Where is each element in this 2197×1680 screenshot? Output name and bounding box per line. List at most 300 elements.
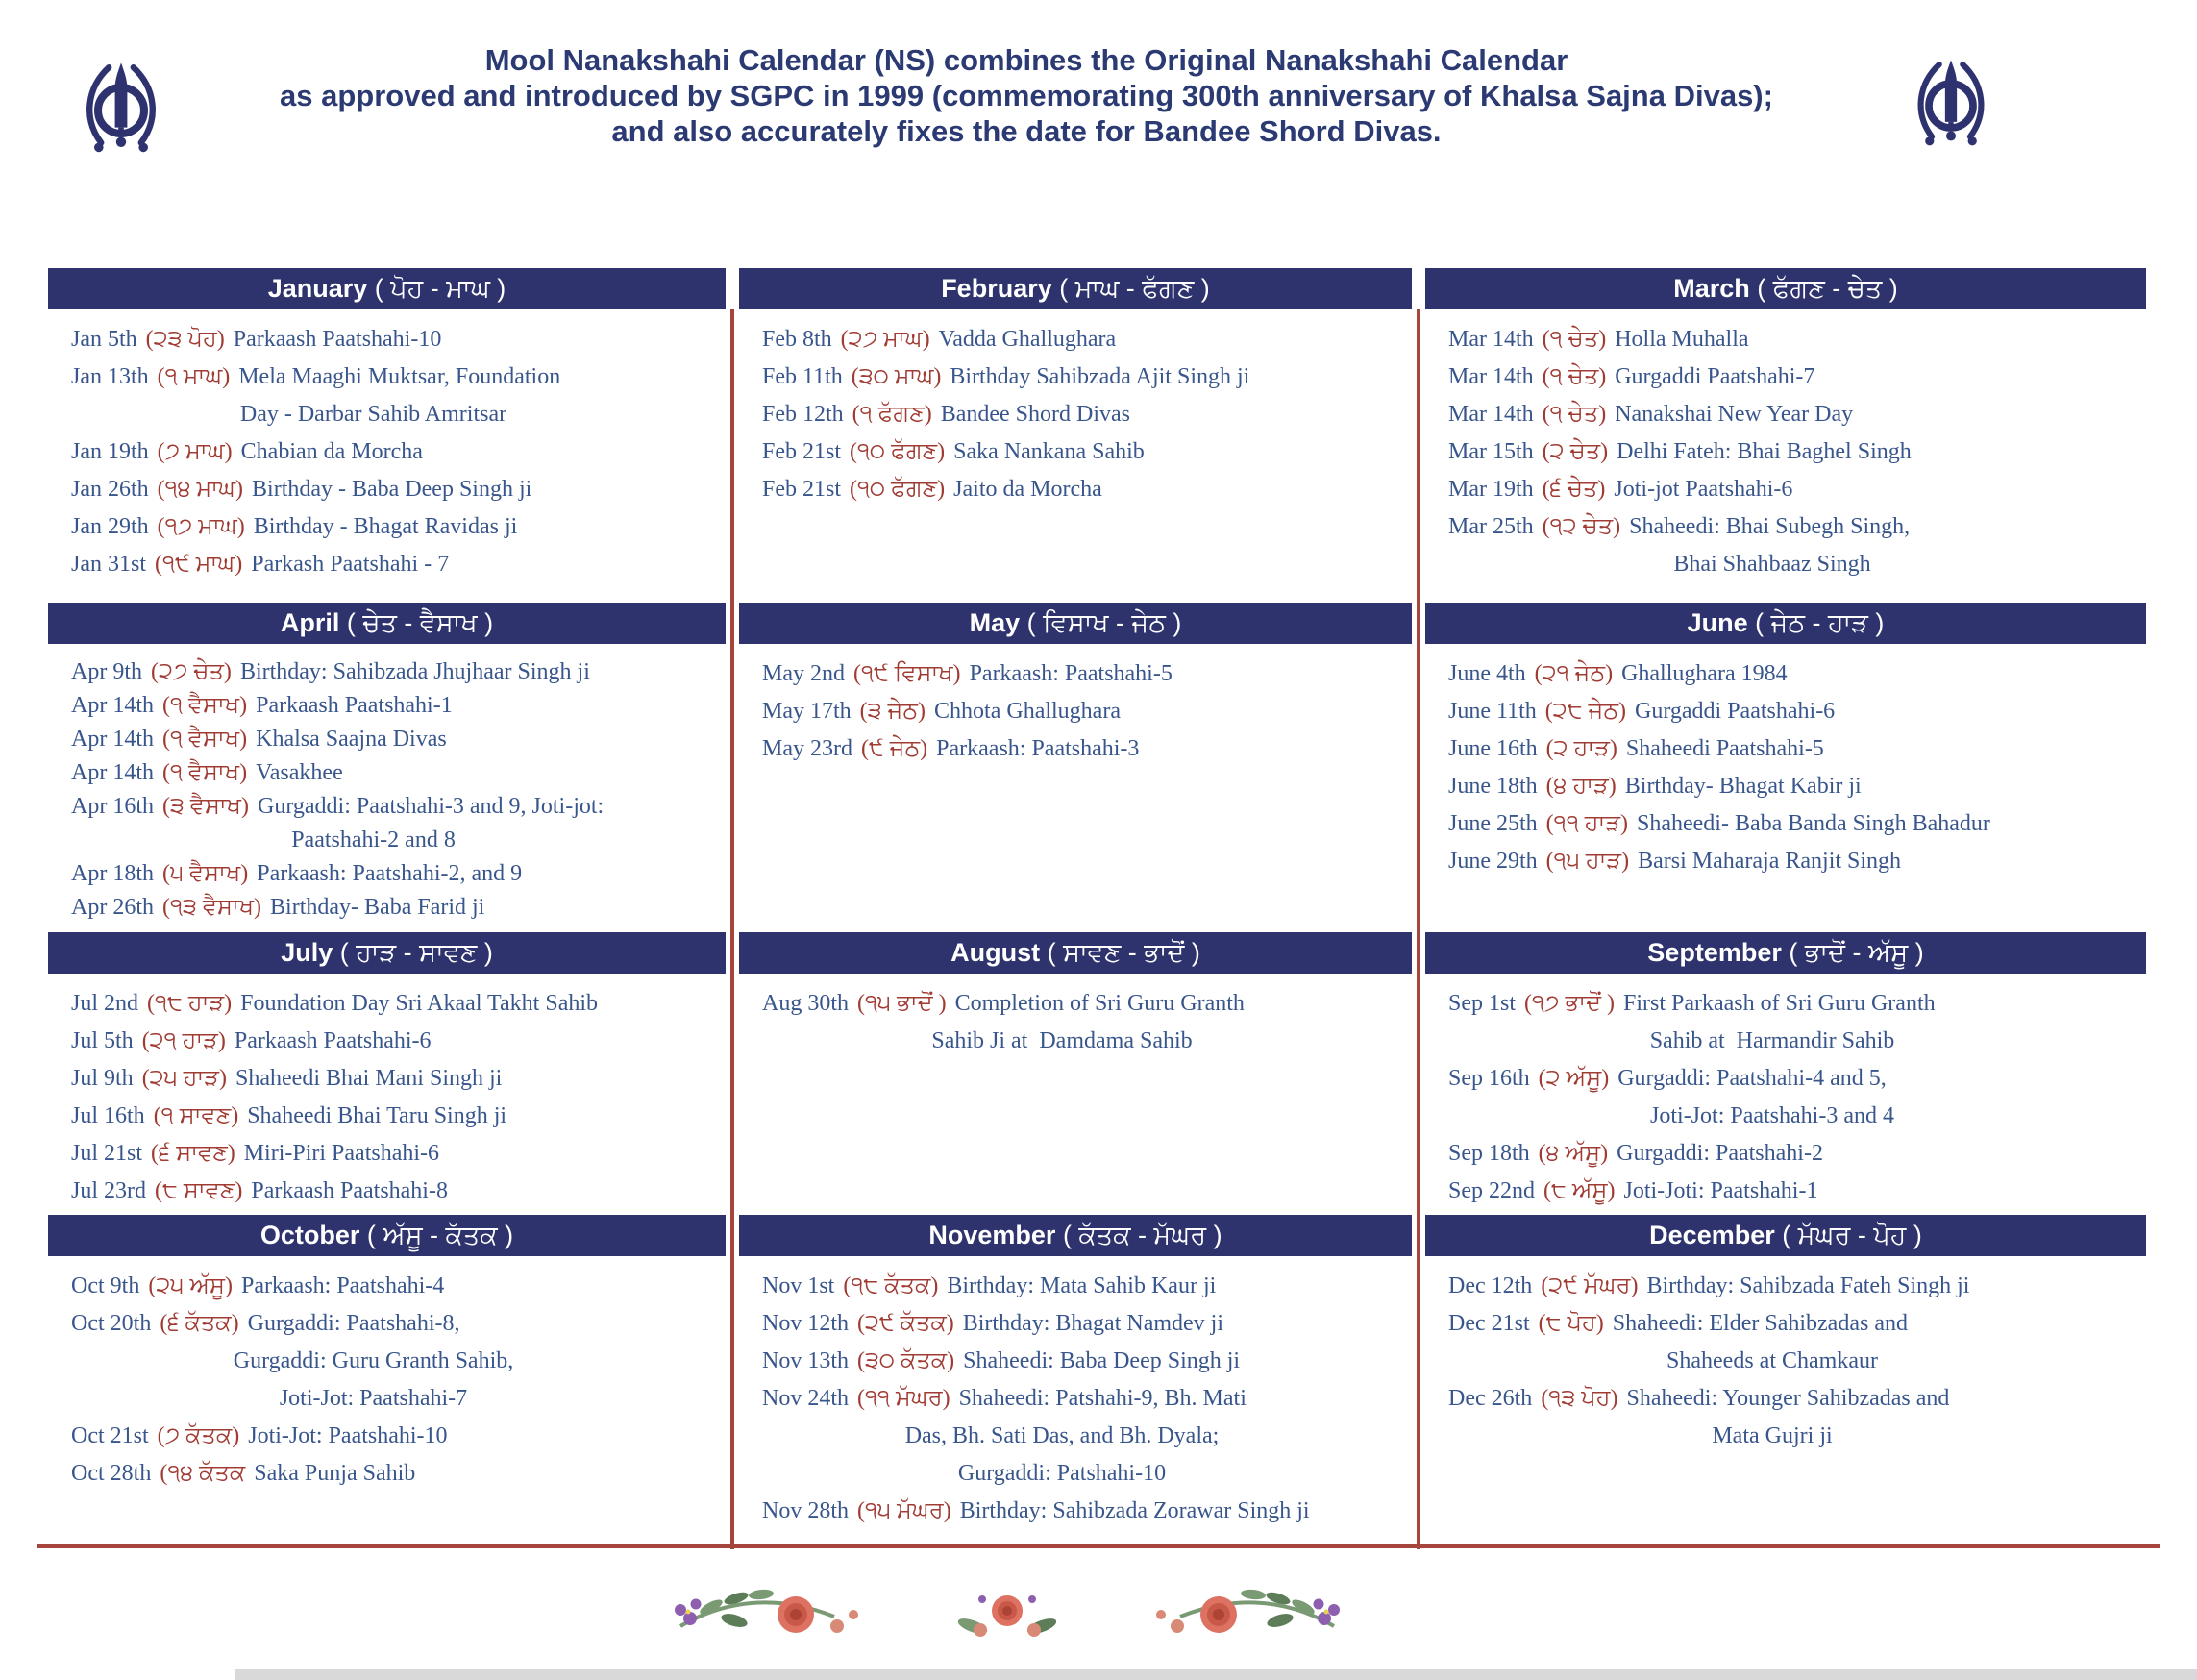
event-text: Holla Muhalla [1615,327,1749,352]
event-row [1448,1135,2140,1173]
event-row [71,756,720,790]
month-events [48,644,726,932]
event-text: Birthday- Baba Farid ji [270,895,485,920]
month-cell-may [739,603,1412,932]
event-punjabi-date: (੧ ਫੱਗਣ) [852,402,932,427]
event-date: June 4th [1448,661,1526,686]
event-punjabi-date: (੩ ਜੇਠ) [859,699,926,724]
event-punjabi-date: (੧੮ ਹਾੜ) [147,991,233,1016]
event-punjabi-date: (੫ ਵੈਸਾਖ) [162,861,249,886]
event-text: Chhota Ghallughara [934,699,1121,724]
event-text: Parkaash: Paatshahi-2, and 9 [257,861,523,886]
event-text: Parkaash Paatshahi-6 [234,1028,432,1053]
event-date: Sep 16th [1448,1066,1530,1091]
event-punjabi-date: (੧੫ ਹਾੜ) [1545,849,1630,874]
event-row [1448,1060,2140,1098]
event-text: Miri-Piri Paatshahi-6 [243,1141,440,1166]
event-punjabi-date: (੧੯ ਮਾਘ) [155,552,243,577]
month-name: April [280,608,347,637]
event-row [71,1098,720,1135]
event-text: Shaheedi- Baba Banda Singh Bahadur [1637,811,1990,836]
event-row [71,857,720,891]
month-punjabi-range: ( ਮੱਘਰ - ਪੋਹ ) [1782,1220,1922,1249]
month-header [739,932,1412,974]
event-row [1448,433,2140,471]
event-row [762,655,1406,693]
event-text: Vasakhee [256,760,343,785]
month-cell-september [1425,932,2146,1215]
event-punjabi-date: (੧ ਮਾਘ) [157,364,231,389]
event-punjabi-date: (੧੦ ਫੱਗਣ) [850,477,946,502]
event-punjabi-date: (੨੯ ਮੱਘਰ) [1541,1273,1639,1298]
event-date: Mar 25th [1448,514,1534,539]
event-row [1448,1173,2140,1210]
month-name: May [969,608,1027,637]
event-row [71,790,720,824]
event-punjabi-date: (੧੩ ਪੋਹ) [1541,1386,1618,1411]
event-date: Jul 23rd [71,1178,146,1203]
event-row [71,546,720,583]
event-date: Sep 18th [1448,1141,1530,1166]
event-date: Oct 21st [71,1423,149,1448]
event-date: Jul 9th [71,1066,134,1091]
event-punjabi-date: (੨੮ ਜੇਠ) [1544,699,1626,724]
event-row [1448,985,2140,1023]
event-date: Nov 24th [762,1386,849,1411]
event-punjabi-date: (੨ ਚੇਤ) [1542,439,1609,464]
column-divider [1417,309,1420,1549]
event-row [762,358,1406,396]
event-text: Gurgaddi: Paatshahi-2 [1617,1141,1823,1166]
event-row [1448,768,2140,805]
event-row [762,433,1406,471]
event-punjabi-date: (੨ ਹਾੜ) [1545,736,1617,761]
event-row [1448,471,2140,508]
event-continuation: Sahib at Harmandir Sahib [1649,1028,1895,1053]
event-row [762,730,1406,768]
event-row [762,1268,1406,1305]
event-text: Joti-Joti: Paatshahi-1 [1623,1178,1818,1203]
event-punjabi-date: (੧ ਚੇਤ) [1542,364,1607,389]
event-punjabi-date: (੨੫ ਅੱਸੂ) [148,1273,234,1298]
event-text: Chabian da Morcha [240,439,423,464]
event-row [71,655,720,689]
event-punjabi-date: (੧ ਵੈਸਾਖ) [162,693,248,718]
event-date: Jan 29th [71,514,149,539]
event-date: Dec 12th [1448,1273,1533,1298]
month-punjabi-range: ( ਮਾਘ - ਫੱਗਣ ) [1059,273,1210,303]
event-date: Oct 28th [71,1461,152,1486]
month-punjabi-range: ( ਪੋਹ - ਮਾਘ ) [374,273,506,303]
event-punjabi-date: (੧੧ ਹਾੜ) [1545,811,1628,836]
event-row [1448,396,2140,433]
event-row [762,1343,1406,1380]
event-date: June 29th [1448,849,1538,874]
event-date: Sep 22nd [1448,1178,1535,1203]
event-text: Birthday - Baba Deep Singh ji [252,477,532,502]
title-line-2: as approved and introduced by SGPC in 1999 (commemorating 300th anniversary of Khalsa Sajna Divas); [280,79,1773,112]
event-punjabi-date: (੩੦ ਕੱਤਕ) [857,1348,955,1373]
event-punjabi-date: (੬ ਕੱਤਕ) [160,1311,239,1336]
month-name: December [1649,1221,1783,1249]
event-continuation: Joti-Jot: Paatshahi-3 and 4 [1650,1103,1894,1128]
event-date: Feb 21st [762,477,842,502]
event-date: Jul 16th [71,1103,145,1128]
event-text: Nanakshai New Year Day [1615,402,1854,427]
event-text: Shaheedi: Elder Sahibzadas and [1612,1311,1908,1336]
event-continuation: Sahib Ji at Damdama Sahib [931,1028,1193,1053]
event-punjabi-date: (੧੦ ਫੱਗਣ) [850,439,946,464]
event-date: June 18th [1448,774,1538,799]
event-punjabi-date: (੧੪ ਮਾਘ) [157,477,244,502]
month-header [48,268,726,309]
event-text: Foundation Day Sri Akaal Takht Sahib [240,991,599,1016]
month-punjabi-range: ( ਅੱਸੂ - ਕੱਤਕ ) [366,1220,514,1249]
event-row [1448,693,2140,730]
event-date: Feb 8th [762,327,832,352]
event-punjabi-date: (੧੩ ਵੈਸਾਖ) [162,895,262,920]
event-date: Oct 9th [71,1273,140,1298]
event-row [1448,358,2140,396]
month-punjabi-range: ( ਜੇਠ - ਹਾੜ ) [1755,607,1885,637]
event-text: Barsi Maharaja Ranjit Singh [1638,849,1902,874]
month-cell-january [48,268,726,603]
event-row [71,985,720,1023]
month-header [1425,268,2146,309]
calendar-grid [48,268,2146,1552]
event-date: Jul 2nd [71,991,139,1016]
event-date: Oct 20th [71,1311,152,1336]
event-text: Birthday - Bhagat Ravidas ji [253,514,518,539]
month-events [1425,644,2146,932]
event-punjabi-date: (੭ ਮਾਘ) [157,439,233,464]
event-row [762,471,1406,508]
event-text: Jaito da Morcha [953,477,1102,502]
event-date: June 11th [1448,699,1537,724]
month-punjabi-range: ( ਚੇਤ - ਵੈਸਾਖ ) [346,607,494,637]
event-row [762,985,1406,1023]
month-events [1425,974,2146,1215]
month-punjabi-range: ( ਫੱਗਣ - ਚੇਤ ) [1757,273,1898,303]
event-punjabi-date: (੧੮ ਕੱਤਕ) [843,1273,939,1298]
event-punjabi-date: (੧੪ ਕੱਤਕ [160,1461,246,1486]
month-header [1425,932,2146,974]
event-text: Joti-Jot: Paatshahi-10 [248,1423,448,1448]
event-row [71,723,720,756]
month-punjabi-range: ( ਸਾਵਣ - ਭਾਦੋਂ ) [1047,937,1200,967]
event-date: Jan 13th [71,364,149,389]
event-date: Jul 21st [71,1141,143,1166]
event-punjabi-date: (੧੭ ਮਾਘ) [157,514,245,539]
month-header [1425,1215,2146,1256]
event-date: Aug 30th [762,991,849,1016]
event-punjabi-date: (੧੧ ਮੱਘਰ) [857,1386,950,1411]
event-row [762,693,1406,730]
month-name: November [928,1221,1063,1249]
month-cell-april [48,603,726,932]
month-name: January [267,274,375,303]
event-text: Gurgaddi: Paatshahi-3 and 9, Joti-jot: [258,794,605,819]
event-row [71,891,720,925]
event-text: Gurgaddi: Paatshahi-4 and 5, [1617,1066,1887,1091]
event-punjabi-date: (੨੫ ਹਾੜ) [141,1066,228,1091]
event-text: Shaheedi: Bhai Subegh Singh, [1629,514,1911,539]
event-punjabi-date: (੬ ਸਾਵਣ) [151,1141,235,1166]
title-line-3: and also accurately fixes the date for Bandee Shord Divas. [611,114,1442,148]
month-events [739,974,1412,1215]
event-row [71,1455,720,1493]
event-row [1448,1305,2140,1343]
event-punjabi-date: (੮ ਪੋਹ) [1538,1311,1604,1336]
event-row [71,1135,720,1173]
event-text: Parkaash: Paatshahi-5 [969,661,1173,686]
floral-garland [642,1557,1372,1677]
event-punjabi-date: (੧੭ ਭਾਦੋਂ ) [1524,991,1615,1016]
month-name: August [950,938,1048,967]
event-row [762,396,1406,433]
month-events [739,309,1412,603]
event-punjabi-date: (੪ ਹਾੜ) [1545,774,1617,799]
month-events [739,644,1412,932]
event-continuation: Gurgaddi: Patshahi-10 [957,1461,1167,1486]
month-events [1425,1256,2146,1540]
event-date: Apr 26th [71,895,154,920]
event-date: Mar 19th [1448,477,1534,502]
event-row [762,321,1406,358]
event-text: Birthday: Bhagat Namdev ji [962,1311,1224,1336]
event-text: Parkaash: Paatshahi-3 [936,736,1140,761]
event-text: First Parkaash of Sri Guru Granth [1622,991,1936,1016]
event-date: Apr 9th [71,659,142,684]
month-cell-october [48,1215,726,1540]
event-date: Apr 16th [71,794,154,819]
event-text: Joti-jot Paatshahi-6 [1614,477,1793,502]
event-date: Apr 14th [71,727,154,752]
event-row [71,433,720,471]
event-date: May 23rd [762,736,852,761]
event-date: Nov 13th [762,1348,849,1373]
event-row [1448,1268,2140,1305]
event-row [1448,843,2140,880]
event-text: Gurgaddi Paatshahi-7 [1615,364,1815,389]
title-line-1: Mool Nanakshahi Calendar (NS) combines the Original Nanakshahi Calendar [484,43,1568,77]
event-date: Feb 11th [762,364,843,389]
event-text: Bandee Shord Divas [940,402,1130,427]
event-punjabi-date: (੩ ਵੈਸਾਖ) [162,794,250,819]
event-row [71,689,720,723]
event-continuation: Bhai Shahbaaz Singh [1673,552,1871,577]
event-text: Parkash Paatshahi - 7 [251,552,450,577]
event-text: Vadda Ghallughara [938,327,1117,352]
event-text: Birthday: Sahibzada Fateh Singh ji [1646,1273,1970,1298]
event-continuation: Gurgaddi: Guru Granth Sahib, [233,1348,514,1373]
event-text: Parkaash Paatshahi-1 [256,693,453,718]
month-events [48,974,726,1215]
month-header [48,603,726,644]
event-row [71,321,720,358]
event-punjabi-date: (੧੯ ਵਿਸਾਖ) [853,661,961,686]
event-row [71,508,720,546]
event-date: Dec 21st [1448,1311,1530,1336]
event-punjabi-date: (੨੭ ਮਾਘ) [840,327,930,352]
event-punjabi-date: (੧ ਵੈਸਾਖ) [162,760,248,785]
event-text: Birthday Sahibzada Ajit Singh ji [950,364,1250,389]
event-text: Birthday- Bhagat Kabir ji [1624,774,1862,799]
month-cell-august [739,932,1412,1215]
event-punjabi-date: (੧ ਵੈਸਾਖ) [162,727,248,752]
month-cell-february [739,268,1412,603]
month-events [48,309,726,603]
event-text: Birthday: Sahibzada Jhujhaar Singh ji [239,659,590,684]
event-row [1448,1380,2140,1418]
event-continuation: Paatshahi-2 and 8 [291,828,456,852]
event-text: Delhi Fateh: Bhai Baghel Singh [1617,439,1912,464]
event-punjabi-date: (੪ ਅੱਸੂ) [1538,1141,1609,1166]
event-date: Mar 14th [1448,364,1534,389]
month-punjabi-range: ( ਵਿਸਾਖ - ਜੇਠ ) [1026,607,1182,637]
event-date: Sep 1st [1448,991,1517,1016]
month-name: October [259,1221,367,1249]
month-events [1425,309,2146,603]
event-row [71,1023,720,1060]
event-row [1448,655,2140,693]
event-punjabi-date: (੧ ਸਾਵਣ) [153,1103,239,1128]
event-date: Jul 5th [71,1028,134,1053]
event-text: Shaheedi Paatshahi-5 [1625,736,1824,761]
event-text: Shaheedi Bhai Taru Singh ji [247,1103,507,1128]
event-row [1448,321,2140,358]
event-text: Birthday: Mata Sahib Kaur ji [947,1273,1217,1298]
month-header [1425,603,2146,644]
event-row [1448,730,2140,768]
event-punjabi-date: (੨੩ ਪੋਹ) [145,327,225,352]
event-continuation: Shaheeds at Chamkaur [1666,1348,1878,1373]
month-header [48,1215,726,1256]
event-text: Mela Maaghi Muktsar, Foundation [238,364,561,389]
column-divider [730,309,734,1549]
event-continuation: Day - Darbar Sahib Amritsar [239,402,507,427]
event-date: Nov 1st [762,1273,835,1298]
bottom-strip [235,1669,2197,1680]
event-row [71,1060,720,1098]
event-date: Nov 28th [762,1498,849,1523]
event-date: Dec 26th [1448,1386,1533,1411]
event-text: Gurgaddi Paatshahi-6 [1635,699,1836,724]
event-text: Birthday: Sahibzada Zorawar Singh ji [959,1498,1310,1523]
month-name: March [1673,274,1758,303]
event-punjabi-date: (੩੦ ਮਾਘ) [851,364,942,389]
event-date: Mar 15th [1448,439,1534,464]
event-punjabi-date: (੧ ਚੇਤ) [1542,402,1607,427]
event-date: Jan 19th [71,439,149,464]
event-punjabi-date: (੬ ਚੇਤ) [1542,477,1606,502]
month-header [739,268,1412,309]
month-header [739,603,1412,644]
event-text: Saka Punja Sahib [254,1461,416,1486]
event-date: Apr 14th [71,693,154,718]
event-text: Gurgaddi: Paatshahi-8, [247,1311,460,1336]
event-text: Parkaash: Paatshahi-4 [241,1273,445,1298]
event-punjabi-date: (੧੨ ਚੇਤ) [1542,514,1621,539]
event-punjabi-date: (੧੫ ਭਾਦੋਂ ) [857,991,947,1016]
event-text: Saka Nankana Sahib [953,439,1145,464]
event-date: Nov 12th [762,1311,849,1336]
event-text: Parkaash Paatshahi-10 [233,327,442,352]
event-date: Jan 5th [71,327,137,352]
event-text: Shaheedi: Patshahi-9, Bh. Mati [958,1386,1247,1411]
event-punjabi-date: (੧ ਚੇਤ) [1542,327,1607,352]
event-row [762,1380,1406,1418]
event-text: Ghallughara 1984 [1621,661,1788,686]
event-punjabi-date: (੨ ਅੱਸੂ) [1538,1066,1610,1091]
event-text: Shaheedi Bhai Mani Singh ji [235,1066,503,1091]
event-punjabi-date: (੮ ਸਾਵਣ) [155,1178,243,1203]
month-name: July [281,938,340,967]
event-date: Feb 12th [762,402,844,427]
event-row [71,1418,720,1455]
event-row [71,1305,720,1343]
event-punjabi-date: (੨੭ ਚੇਤ) [151,659,232,684]
month-header [48,932,726,974]
event-date: June 16th [1448,736,1538,761]
month-events [48,1256,726,1540]
month-cell-november [739,1215,1412,1540]
event-row [71,471,720,508]
event-date: Apr 18th [71,861,154,886]
month-header [739,1215,1412,1256]
event-punjabi-date: (੮ ਅੱਸੂ) [1543,1178,1616,1203]
month-name: September [1647,938,1790,967]
event-row [762,1305,1406,1343]
event-continuation: Das, Bh. Sati Das, and Bh. Dyala; [904,1423,1220,1448]
event-punjabi-date: (੭ ਕੱਤਕ) [157,1423,240,1448]
event-row [71,358,720,396]
event-punjabi-date: (੨੯ ਕੱਤਕ) [857,1311,954,1336]
event-text: Completion of Sri Guru Granth [954,991,1245,1016]
event-punjabi-date: (੯ ਜੇਠ) [860,736,928,761]
event-date: Mar 14th [1448,402,1534,427]
event-date: June 25th [1448,811,1538,836]
event-date: Jan 31st [71,552,146,577]
event-text: Shaheedi: Baba Deep Singh ji [963,1348,1241,1373]
event-text: Parkaash Paatshahi-8 [251,1178,448,1203]
event-date: Mar 14th [1448,327,1534,352]
event-row [71,1173,720,1210]
month-name: February [941,274,1060,303]
event-date: May 2nd [762,661,845,686]
page-title [0,42,2197,149]
event-date: Feb 21st [762,439,842,464]
event-row [71,1268,720,1305]
event-continuation: Mata Gujri ji [1712,1423,1833,1448]
month-name: June [1687,608,1756,637]
event-row [762,1493,1406,1530]
month-punjabi-range: ( ਕੱਤਕ - ਮੱਘਰ ) [1062,1220,1222,1249]
event-date: Apr 14th [71,760,154,785]
event-punjabi-date: (੨੧ ਜੇਠ) [1534,661,1614,686]
event-row [1448,508,2140,546]
month-events [739,1256,1412,1540]
event-date: May 17th [762,699,852,724]
event-punjabi-date: (੨੧ ਹਾੜ) [141,1028,226,1053]
month-cell-december [1425,1215,2146,1540]
event-punjabi-date: (੧੫ ਮੱਘਰ) [857,1498,951,1523]
footer-rule [37,1544,2160,1548]
event-text: Khalsa Saajna Divas [256,727,447,752]
month-cell-june [1425,603,2146,932]
month-punjabi-range: ( ਹਾੜ - ਸਾਵਣ ) [339,937,493,967]
event-text: Shaheedi: Younger Sahibzadas and [1626,1386,1950,1411]
